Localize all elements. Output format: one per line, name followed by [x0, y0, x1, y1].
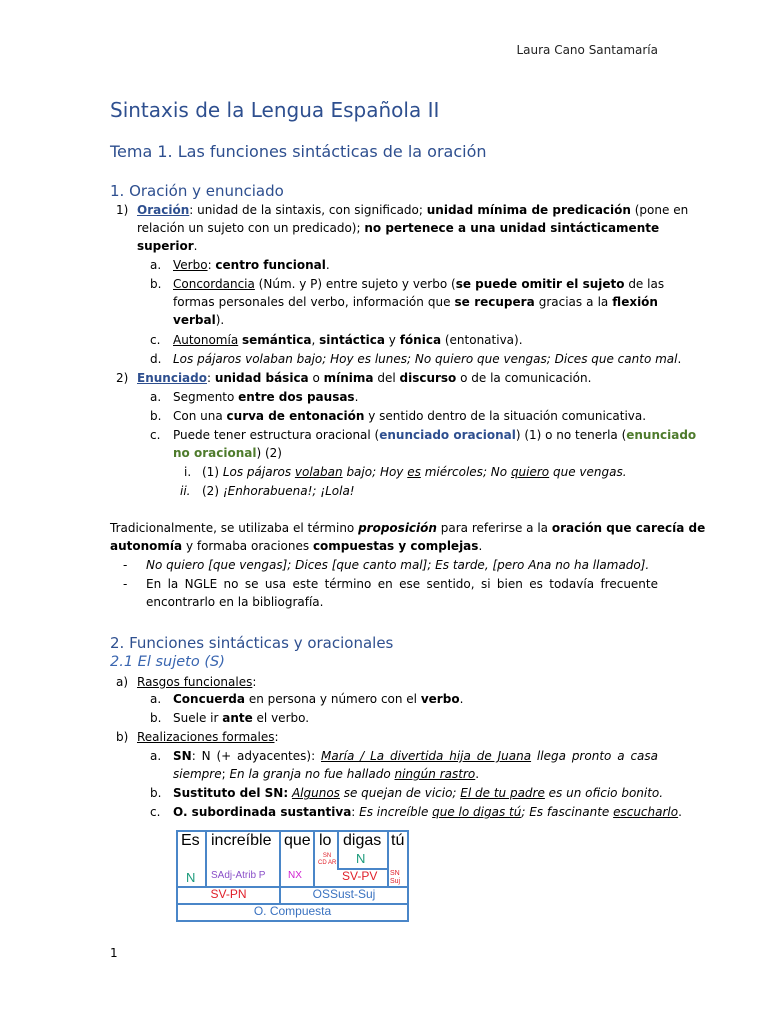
word-increible: increíble	[211, 832, 272, 849]
example-text: En la granja no fue hallado	[229, 767, 395, 781]
list-item	[173, 709, 309, 727]
example-text: Los pájaros	[222, 465, 295, 479]
bold-text: superior	[137, 239, 194, 253]
enunciado-oracional: enunciado oracional	[379, 428, 516, 442]
example-text: ; Es fascinante	[521, 805, 614, 819]
bold-text: flexión	[612, 295, 658, 309]
label-sv-pv: SV-PV	[342, 869, 378, 883]
bold-text: Concuerda	[173, 692, 245, 706]
list-item	[173, 331, 523, 349]
list-marker: d.	[150, 352, 162, 366]
example-subject: escucharlo	[613, 805, 679, 819]
word-digas: digas	[343, 832, 382, 849]
bold-text: sintáctica	[319, 333, 385, 347]
list-item	[202, 482, 355, 500]
list-item	[137, 673, 256, 691]
list-item	[173, 388, 358, 406]
enunciado-no-oracional: no oracional	[173, 446, 257, 460]
text: y	[384, 333, 400, 347]
list-item	[173, 690, 463, 708]
bold-text: verbal	[173, 313, 216, 327]
list-marker: b)	[116, 730, 129, 744]
example-text: miércoles; No	[420, 465, 511, 479]
list-item-line	[173, 311, 224, 329]
bold-text: Sustituto del SN:	[173, 786, 289, 800]
list-marker: b.	[150, 277, 162, 291]
bold-text: curva de entonación	[226, 409, 365, 423]
label-sadj: SAdj-Atrib P	[211, 870, 266, 881]
text: o de la comunicación.	[456, 371, 592, 385]
text: o	[308, 371, 324, 385]
text: formas personales del verbo, información que	[173, 295, 455, 309]
list-item-line	[173, 444, 282, 462]
example-text: bajo; Hoy	[342, 465, 408, 479]
bold-text: autonomía	[110, 539, 183, 553]
list-item	[146, 556, 649, 574]
text: del	[373, 371, 400, 385]
list-item-line	[137, 219, 658, 237]
bold-text: semántica	[242, 333, 312, 347]
list-item	[137, 369, 591, 387]
list-item	[202, 463, 627, 481]
label-o-compuesta: O. Compuesta	[253, 904, 332, 918]
list-marker: a.	[150, 390, 162, 404]
example-verb: es	[407, 465, 421, 479]
text: en persona y número con el	[245, 692, 421, 706]
example-text: Es increíble	[359, 805, 433, 819]
term-concordancia: Concordancia	[173, 277, 255, 291]
text: .	[193, 239, 198, 253]
text: .	[354, 390, 359, 404]
bold-text: se recupera	[454, 295, 535, 309]
list-marker: b.	[150, 711, 162, 725]
paragraph	[110, 519, 706, 537]
text: (1)	[202, 465, 223, 479]
list-item-line	[173, 293, 658, 311]
term-proposicion: proposición	[358, 521, 437, 535]
list-item	[173, 803, 682, 821]
text: :	[274, 730, 279, 744]
text: Tradicionalmente, se utilizaba el término	[110, 521, 359, 535]
text: .	[677, 352, 682, 366]
list-item-line: encontrarlo en la bibliografía.	[146, 595, 324, 609]
bold-text: mínima	[323, 371, 374, 385]
subsection-heading: 2.1 El sujeto (S)	[110, 654, 225, 670]
word-que: que	[284, 832, 311, 849]
text: .	[678, 805, 682, 819]
text: ).	[215, 313, 225, 327]
text: .	[459, 692, 464, 706]
list-marker: b.	[150, 786, 162, 800]
list-item	[137, 728, 279, 746]
example-subject: ningún rastro	[394, 767, 476, 781]
example-subject: que lo digas tú	[432, 805, 522, 819]
enunciado-no-oracional: enunciado	[626, 428, 697, 442]
list-item	[173, 747, 658, 765]
text: .	[475, 767, 480, 781]
list-marker: a.	[150, 749, 162, 763]
word-lo: lo	[319, 832, 332, 849]
list-marker: a.	[150, 258, 162, 272]
text: .	[478, 539, 483, 553]
example-text: No quiero [que vengas]; Dices [que canto mal]; Es tarde, [pero Ana no ha llamado].	[146, 558, 650, 572]
list-marker: c.	[150, 805, 161, 819]
bold-text: O. subordinada sustantiva	[173, 805, 352, 819]
list-marker: c.	[150, 428, 161, 442]
text: :	[351, 805, 360, 819]
text: :	[207, 258, 216, 272]
text: (entonativa).	[441, 333, 523, 347]
text: : N (+ adyacentes):	[191, 749, 321, 763]
text: para referirse a la	[436, 521, 552, 535]
example-text: llega pronto a casa	[531, 749, 659, 763]
text: gracias a la	[534, 295, 613, 309]
text: ) (1) o no tenerla (	[515, 428, 627, 442]
term-verbo: Verbo	[173, 258, 208, 272]
bold-text: ante	[222, 711, 253, 725]
list-item	[173, 426, 697, 444]
list-item	[173, 407, 646, 425]
section2-heading: 2. Funciones sintácticas y oracionales	[110, 634, 394, 652]
list-item	[173, 350, 681, 368]
label-sn-cd: SN CD AR	[318, 853, 337, 866]
bold-text: unidad mínima de predicación	[426, 203, 631, 217]
list-item	[173, 784, 663, 802]
text: ;	[221, 767, 230, 781]
example-subject: María / La divertida hija de Juana	[320, 749, 532, 763]
text: el verbo.	[252, 711, 310, 725]
label-ossust-suj: OSSust-Suj	[312, 887, 376, 901]
list-marker: ii.	[180, 484, 191, 498]
bold-text: oración que carecía de	[551, 521, 706, 535]
text: (Núm. y P) entre sujeto y verbo (	[254, 277, 456, 291]
list-marker: a)	[116, 675, 129, 689]
bold-text: verbo	[420, 692, 460, 706]
list-item-line	[137, 237, 197, 255]
term-enunciado: Enunciado	[137, 371, 207, 385]
list-marker: a.	[150, 692, 162, 706]
section1-heading: 1. Oración y enunciado	[110, 182, 284, 200]
word-es: Es	[181, 832, 200, 849]
example-text: Los pájaros volaban bajo; Hoy es lunes; No quiero que vengas; Dices que canto mal	[173, 352, 678, 366]
document-title: Sintaxis de la Lengua Española II	[110, 98, 440, 122]
page-number: 1	[110, 946, 118, 960]
text: :	[252, 675, 257, 689]
text: y formaba oraciones	[182, 539, 313, 553]
word-tu: tú	[391, 832, 405, 849]
bold-text: unidad básica	[214, 371, 309, 385]
bold-text: centro funcional	[215, 258, 326, 272]
bold-text: entre dos pausas	[238, 390, 355, 404]
example-subject: El de tu padre	[460, 786, 545, 800]
list-marker: i.	[184, 465, 192, 479]
label-n-digas: N	[356, 851, 366, 866]
realizaciones-label: Realizaciones formales	[137, 730, 275, 744]
list-item: En la NGLE no se usa este término en ese sentido, si bien es todavía frecuente	[146, 577, 658, 591]
text: ,	[311, 333, 320, 347]
text: y sentido dentro de la situación comunicativa.	[364, 409, 647, 423]
example-subject: Algunos	[291, 786, 340, 800]
example-text: ¡Enhorabuena!; ¡Lola!	[222, 484, 355, 498]
label-n-es: N	[186, 870, 196, 885]
text: ) (2)	[256, 446, 282, 460]
label-nx: NX	[288, 870, 302, 881]
text: Segmento	[173, 390, 239, 404]
example-text: siempre	[173, 767, 222, 781]
dash-marker: -	[123, 558, 128, 572]
list-marker: 2)	[116, 371, 129, 385]
list-marker: b.	[150, 409, 162, 423]
text: (2)	[202, 484, 223, 498]
list-marker: c.	[150, 333, 161, 347]
bold-text: discurso	[399, 371, 457, 385]
example-verb: quiero	[510, 465, 550, 479]
list-item	[137, 201, 689, 219]
label-sn-suj: SN Suj	[390, 870, 401, 885]
text: (pone en	[630, 203, 689, 217]
list-item	[173, 275, 665, 293]
text: .	[325, 258, 330, 272]
label-sv-pn: SV-PN	[210, 887, 247, 901]
list-item-line	[173, 765, 479, 783]
bold-text: fónica	[399, 333, 442, 347]
paragraph-line	[110, 537, 482, 555]
syntax-analysis-table	[176, 830, 409, 922]
example-text: es un oficio bonito.	[544, 786, 664, 800]
text: Puede tener estructura oracional (	[173, 428, 380, 442]
term-autonomia: Autonomía	[173, 333, 239, 347]
text: : unidad de la sintaxis, con significado;	[189, 203, 427, 217]
bold-text: compuestas y complejas	[312, 539, 479, 553]
list-marker: 1)	[116, 203, 129, 217]
bold-text: no pertenece a una unidad sintácticamente	[364, 221, 660, 235]
term-oracion: Oración	[137, 203, 190, 217]
text: de las	[624, 277, 665, 291]
list-item	[173, 256, 330, 274]
dash-marker: -	[123, 577, 128, 591]
example-verb: volaban	[294, 465, 343, 479]
text: Suele ir	[173, 711, 223, 725]
text: Con una	[173, 409, 227, 423]
example-text: se quejan de vicio;	[339, 786, 461, 800]
bold-text: SN	[173, 749, 192, 763]
rasgos-label: Rasgos funcionales	[137, 675, 253, 689]
bold-text: se puede omitir el sujeto	[455, 277, 625, 291]
author-name: Laura Cano Santamaría	[516, 43, 658, 57]
text: relación un sujeto con un predicado);	[137, 221, 365, 235]
tema-heading: Tema 1. Las funciones sintácticas de la oración	[110, 142, 487, 161]
text: :	[206, 371, 215, 385]
example-text: que vengas.	[549, 465, 627, 479]
